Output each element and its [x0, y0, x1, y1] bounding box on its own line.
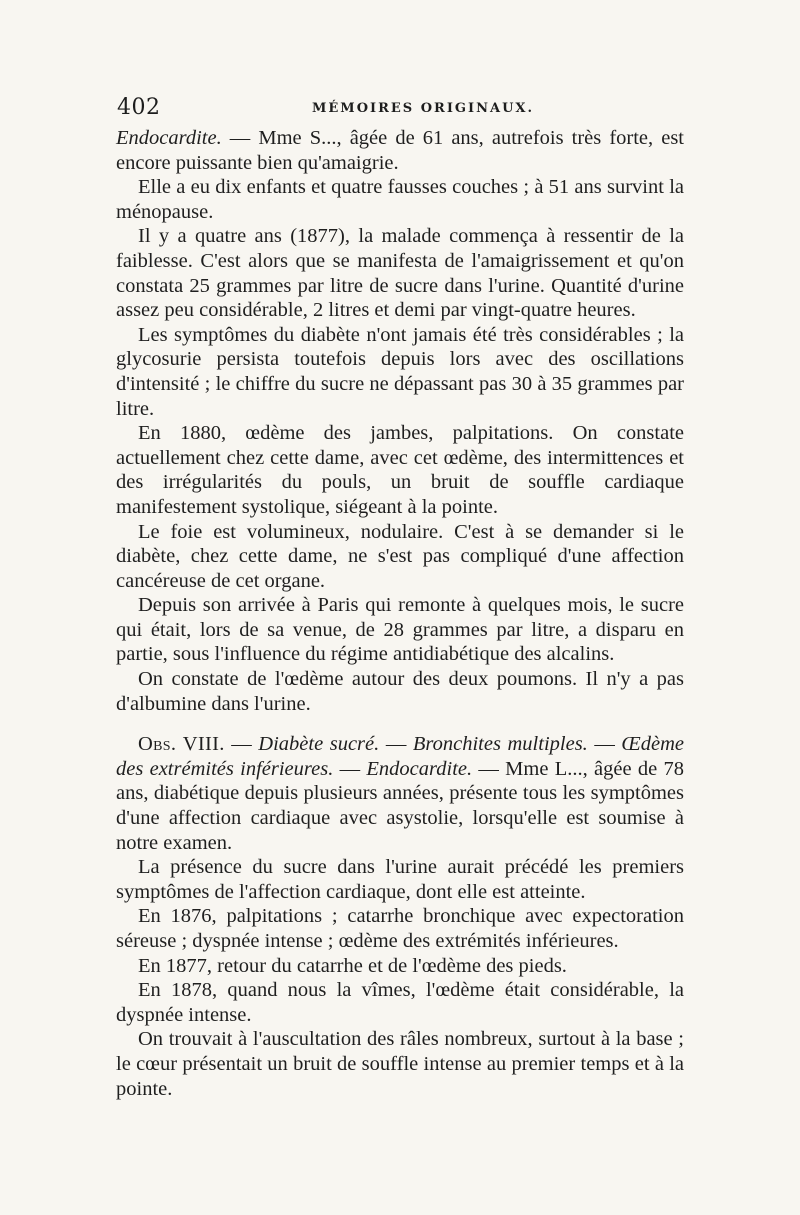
dash: — [224, 733, 259, 756]
paragraph: En 1876, palpitations ; catarrhe bronchique avec expectoration séreuse ; dyspnée intense ; œdème des extrémités inférieures. [116, 905, 684, 952]
observation-heading-paragraph [116, 732, 684, 855]
paragraph-text: — Mme L..., âgée de 78 ans, diabétique depuis plusieurs années, présente tous les symptômes d'une affection cardiaque avec asystolie, lorsqu'elle est soumise à notre examen. [116, 757, 685, 854]
section-lead: Endocardite. [116, 127, 222, 149]
dash: — [379, 733, 413, 756]
paragraph: Elle a eu dix enfants et quatre fausses couches ; à 51 ans survint la ménopause. [116, 176, 684, 223]
paragraph: Le foie est volumineux, nodulaire. C'est à se demander si le diabète, chez cette dame, ne s'est pas compliqué d'une affection cancéreuse de cet organe. [116, 520, 684, 592]
paragraph: On constate de l'œdème autour des deux poumons. Il n'y a pas d'albumine dans l'urine. [116, 668, 684, 715]
paragraph: Les symptômes du diabète n'ont jamais été très considérables ; la glycosurie persista toutefois depuis lors avec des oscillations d'intensité ; le chiffre du sucre ne dépassant pas 30 à 35 grammes par litre. [116, 323, 684, 420]
running-title: MÉMOIRES ORIGINAUX. [312, 101, 535, 116]
paragraph: En 1880, œdème des jambes, palpitations. On constate actuellement chez cette dame, avec cet œdème, des intermittences et des irrégularités du pouls, un bruit de souffle cardiaque manifestement systolique, siégeant à la pointe. [116, 422, 684, 518]
paragraph: En 1877, retour du catarrhe et de l'œdème des pieds. [138, 954, 567, 977]
paragraph: On trouvait à l'auscultation des râles nombreux, surtout à la base ; le cœur présentait un bruit de souffle intense au premier temps et à la pointe. [116, 1028, 684, 1100]
page-number: 402 [117, 95, 161, 120]
paragraph: Il y a quatre ans (1877), la malade commença à ressentir de la faiblesse. C'est alors que se manifesta de l'amaigrissement et qu'on constata 25 grammes par litre de sucre dans l'urine. Quantité d'urine assez peu considérable, 2 litres et demi par vingt-quatre heures. [116, 225, 684, 322]
paragraph: En 1878, quand nous la vîmes, l'œdème était considérable, la dyspnée intense. [116, 979, 684, 1026]
paragraph: Depuis son arrivée à Paris qui remonte à quelques mois, le sucre qui était, lors de sa venue, de 28 grammes par litre, a disparu en partie, sous l'influence du régime antidiabétique des alcalins. [116, 594, 684, 666]
observation-title: Œdème des extrémités inférieures. [116, 733, 685, 780]
paragraph [116, 126, 684, 175]
page-header [117, 95, 687, 121]
dash: — [587, 733, 622, 756]
paragraph: La présence du sucre dans l'urine aurait précédé les premiers symptômes de l'affection cardiaque, dont elle est atteinte. [116, 856, 684, 903]
observation-title: Diabète sucré. [258, 733, 380, 756]
observation-title: Endocardite. [366, 757, 473, 780]
observation-label: Obs. VIII. [138, 733, 225, 756]
observation-title: Bronchites multiples. [412, 733, 588, 756]
page-body [116, 126, 684, 1101]
paragraph-text: — Mme S..., âgée de 61 ans, autrefois très forte, est encore puissante bien qu'amaigrie. [116, 127, 684, 174]
dash: — [333, 757, 367, 780]
